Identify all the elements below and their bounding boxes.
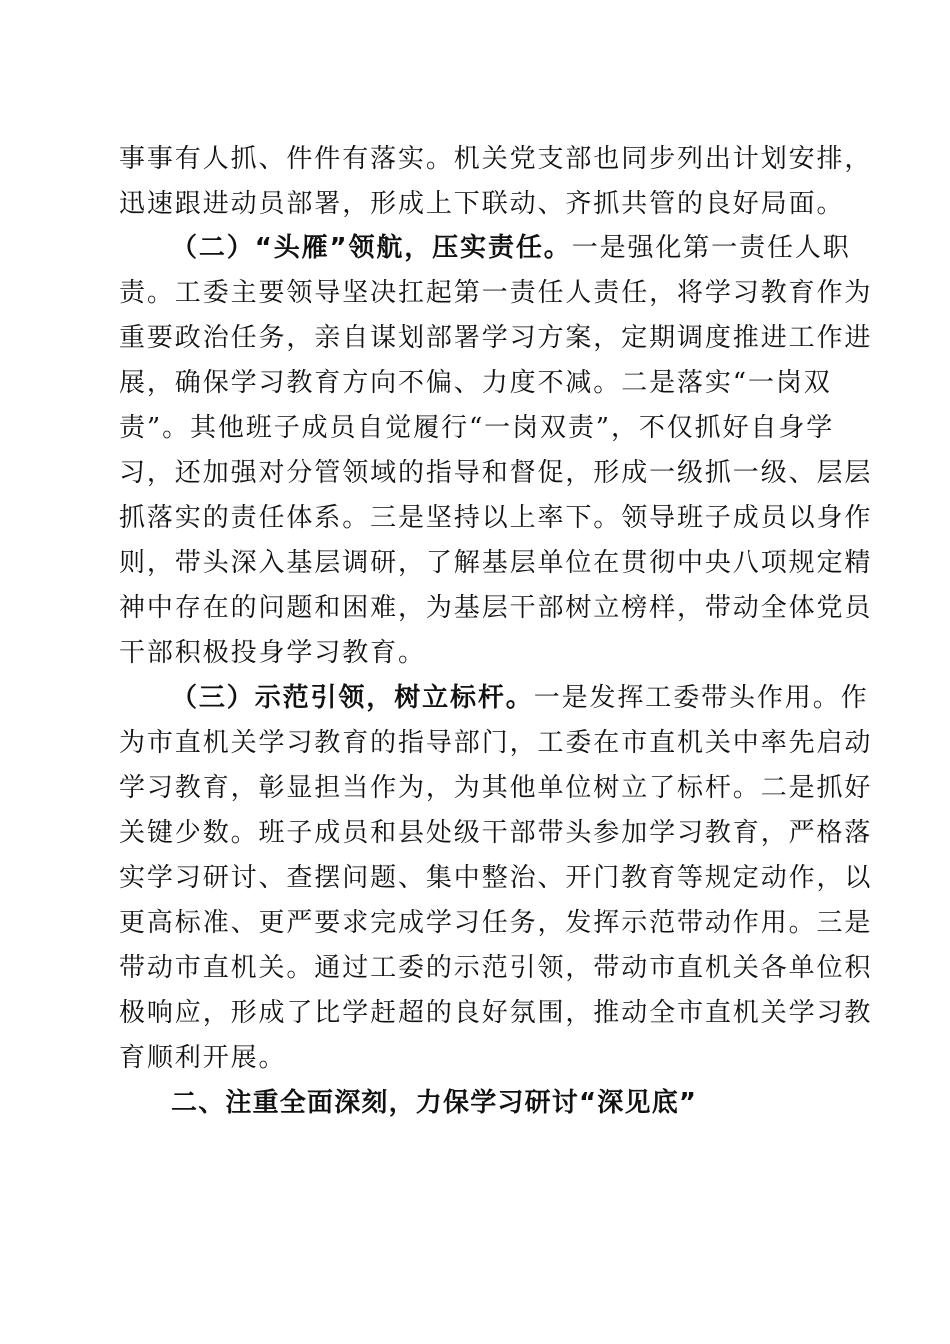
text-line: 迅速跟进动员部署，形成上下联动、齐抓共管的良好局面。 bbox=[119, 189, 845, 219]
paragraph-subheading: （三）示范引领，树立标杆。 bbox=[171, 683, 534, 713]
text-line: 带动市直机关。通过工委的示范引领，带动市直机关各单位积 bbox=[119, 953, 873, 983]
text-run: 一是强化第一责任人职 bbox=[571, 233, 851, 263]
section-heading: 二、注重全面深刻，力保学习研讨“深见底” bbox=[171, 1088, 698, 1118]
text-line: 则，带头深入基层调研，了解基层单位在贯彻中央八项规定精 bbox=[119, 548, 873, 578]
text-line: 展，确保学习教育方向不偏、力度不减。二是落实“一岗双 bbox=[119, 368, 832, 398]
text-line: 责。工委主要领导坚决扛起第一责任人责任，将学习教育作为 bbox=[119, 278, 873, 308]
paragraph-lead-goose bbox=[119, 226, 873, 676]
paragraph-continuation bbox=[119, 137, 873, 227]
text-line: 为市直机关学习教育的指导部门，工委在市直机关中率先启动 bbox=[119, 728, 873, 758]
text-line bbox=[119, 226, 851, 271]
text-line: 责”。其他班子成员自觉履行“一岗双责”，不仅抓好自身学 bbox=[119, 413, 835, 443]
paragraph-subheading: （二）“头雁”领航，压实责任。 bbox=[171, 233, 572, 263]
text-line: 神中存在的问题和困难，为基层干部树立榜样，带动全体党员 bbox=[119, 593, 873, 623]
text-line: 抓落实的责任体系。三是坚持以上率下。领导班子成员以身作 bbox=[119, 503, 873, 533]
text-line: 极响应，形成了比学赶超的良好氛围，推动全市直机关学习教 bbox=[119, 998, 873, 1028]
text-line: 学习教育，彰显担当作为，为其他单位树立了标杆。二是抓好 bbox=[119, 773, 873, 803]
text-line: 习，还加强对分管领域的指导和督促，形成一级抓一级、层层 bbox=[119, 458, 873, 488]
text-line: 关键少数。班子成员和县处级干部带头参加学习教育，严格落 bbox=[119, 818, 873, 848]
text-run: 一是发挥工委带头作用。作 bbox=[533, 683, 869, 713]
paragraph-demonstration bbox=[119, 676, 873, 1081]
text-line: 干部积极投身学习教育。 bbox=[119, 638, 426, 668]
text-line: 育顺利开展。 bbox=[119, 1043, 287, 1073]
text-line: 实学习研讨、查摆问题、集中整治、开门教育等规定动作，以 bbox=[119, 863, 873, 893]
text-line: 更高标准、更严要求完成学习任务，发挥示范带动作用。三是 bbox=[119, 908, 873, 938]
text-line: 重要政治任务，亲自谋划部署学习方案，定期调度推进工作进 bbox=[119, 323, 873, 353]
text-line: 事事有人抓、件件有落实。机关党支部也同步列出计划安排， bbox=[119, 144, 873, 174]
text-line bbox=[119, 676, 869, 721]
